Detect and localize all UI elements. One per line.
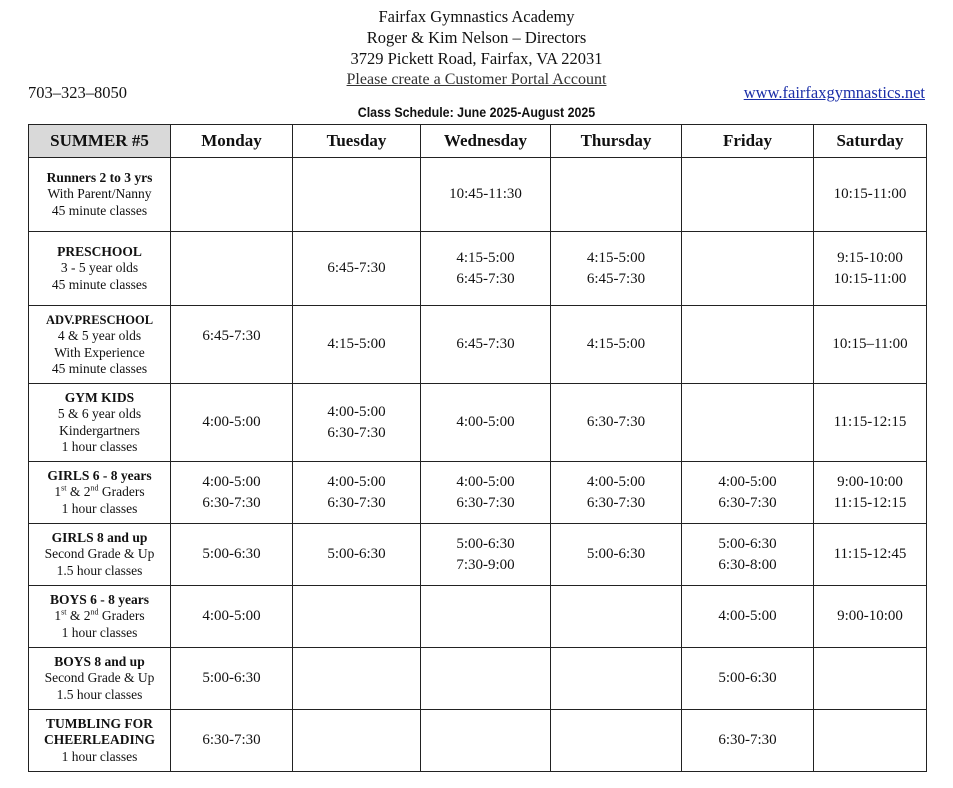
time-slot: 6:30-7:30 <box>456 494 515 511</box>
time-cell <box>171 710 293 772</box>
time-slot: 4:15-5:00 <box>327 336 386 352</box>
class-detail <box>29 484 170 501</box>
time-slot: 5:00-6:30 <box>202 670 261 686</box>
time-cell <box>814 648 927 710</box>
grade-word: Graders <box>98 608 145 624</box>
time-slot: 6:45-7:30 <box>456 270 515 287</box>
time-cell <box>682 384 814 462</box>
class-schedule-table <box>28 124 927 772</box>
time-cell <box>293 462 421 524</box>
time-slot: 6:30-7:30 <box>718 732 777 748</box>
time-slot: 9:00-10:00 <box>837 473 903 490</box>
time-slot: 6:30-7:30 <box>718 494 777 511</box>
class-detail: 1.5 hour classes <box>56 562 143 578</box>
class-label-cell <box>29 524 171 586</box>
time-slot: 6:45-7:30 <box>202 328 261 344</box>
class-detail: 5 & 6 year olds <box>57 406 142 421</box>
time-cell <box>293 524 421 586</box>
address-line: 3729 Pickett Road, Fairfax, VA 22031 <box>350 49 603 68</box>
time-slot: 4:00-5:00 <box>202 608 261 624</box>
time-slot: 6:30-7:30 <box>327 424 386 441</box>
time-cell <box>551 384 682 462</box>
time-cell <box>682 232 814 306</box>
time-cell <box>171 384 293 462</box>
time-cell <box>171 524 293 586</box>
time-slot: 9:15-10:00 <box>837 249 903 266</box>
time-cell <box>293 648 421 710</box>
time-slot: 11:15-12:15 <box>833 494 907 511</box>
time-slot: 10:15-11:00 <box>833 186 907 202</box>
schedule-subtitle: Class Schedule: June 2025-August 2025 <box>357 105 596 120</box>
time-slot: 6:45-7:30 <box>586 270 646 287</box>
table-row <box>29 710 927 772</box>
time-cell <box>682 462 814 524</box>
class-label-cell <box>29 232 171 306</box>
class-title: ADV.PRESCHOOL <box>45 312 154 327</box>
time-slot: 4:15-5:00 <box>586 249 646 266</box>
ordinal-number: & 2 <box>66 608 91 624</box>
time-slot: 9:00-10:00 <box>837 608 903 624</box>
time-cell <box>171 586 293 648</box>
ordinal-suffix: nd <box>90 607 99 617</box>
time-cell <box>293 384 421 462</box>
class-title: BOYS 6 - 8 years <box>50 591 149 607</box>
time-cell <box>551 306 682 384</box>
ordinal-number: & 2 <box>66 484 91 500</box>
class-detail: 45 minute classes <box>51 202 148 218</box>
class-detail: 1 hour classes <box>61 439 138 454</box>
table-row <box>29 384 927 462</box>
time-cell <box>421 524 551 586</box>
class-label-cell <box>29 462 171 524</box>
time-slot: 6:45-7:30 <box>327 260 386 276</box>
time-slot: 7:30-9:00 <box>456 556 515 573</box>
header-row <box>29 125 927 158</box>
time-cell <box>293 232 421 306</box>
time-slot: 6:30-7:30 <box>202 494 261 511</box>
time-cell <box>814 384 927 462</box>
time-slot: 4:00-5:00 <box>718 473 777 490</box>
time-cell <box>421 710 551 772</box>
time-cell <box>814 306 927 384</box>
time-slot: 5:00-6:30 <box>456 535 515 552</box>
class-detail: Second Grade & Up <box>44 546 155 562</box>
time-cell <box>814 462 927 524</box>
day-header-tuesday: Tuesday <box>293 125 421 158</box>
time-slot: 10:45-11:30 <box>449 186 522 202</box>
class-title: Runners 2 to 3 yrs <box>46 169 153 185</box>
class-title: GIRLS 6 - 8 years <box>47 467 152 483</box>
time-cell <box>682 306 814 384</box>
time-cell <box>682 710 814 772</box>
time-cell <box>293 586 421 648</box>
time-cell <box>814 710 927 772</box>
time-slot: 6:30-7:30 <box>586 494 646 511</box>
class-detail: With Parent/Nanny <box>47 186 152 202</box>
grade-word: Graders <box>98 484 145 500</box>
ordinal-number: 1 <box>54 484 62 500</box>
ordinal-suffix: st <box>61 607 67 617</box>
ordinal-suffix: nd <box>90 483 99 493</box>
time-slot: 5:00-6:30 <box>586 546 646 562</box>
time-cell <box>551 710 682 772</box>
time-cell <box>421 306 551 384</box>
website-link[interactable]: www.fairfaxgymnastics.net <box>743 83 925 102</box>
time-cell <box>171 462 293 524</box>
class-title: GIRLS 8 and up <box>51 529 148 545</box>
time-cell <box>171 158 293 232</box>
time-cell <box>551 158 682 232</box>
class-detail: 1 hour classes <box>61 624 138 640</box>
time-slot: 4:00-5:00 <box>456 414 515 430</box>
class-detail: With Experience <box>54 344 145 360</box>
time-slot: 4:00-5:00 <box>456 473 515 490</box>
academy-header <box>0 6 953 90</box>
time-slot: 11:15-12:15 <box>833 414 907 430</box>
ordinal-number: 1 <box>54 608 62 624</box>
class-label-cell <box>29 384 171 462</box>
day-header-monday: Monday <box>171 125 293 158</box>
phone-number: 703–323–8050 <box>28 83 127 102</box>
time-cell <box>551 586 682 648</box>
time-slot: 10:15–11:00 <box>832 336 908 352</box>
time-slot: 4:00-5:00 <box>202 414 261 430</box>
time-cell <box>421 384 551 462</box>
time-slot: 5:00-6:30 <box>718 670 777 686</box>
time-slot: 5:00-6:30 <box>718 535 777 552</box>
time-cell <box>171 648 293 710</box>
class-detail: Second Grade & Up <box>44 670 155 686</box>
day-header-wednesday: Wednesday <box>421 125 551 158</box>
time-cell <box>682 524 814 586</box>
class-title: GYM KIDS <box>64 389 135 405</box>
time-cell <box>421 586 551 648</box>
time-slot: 5:00-6:30 <box>327 546 386 562</box>
academy-name: Fairfax Gymnastics Academy <box>378 7 575 26</box>
time-slot: 6:30-7:30 <box>202 732 261 748</box>
time-slot: 4:15-5:00 <box>586 336 646 352</box>
class-title: TUMBLING FOR <box>46 715 153 731</box>
class-detail: 4 & 5 year olds <box>57 328 142 343</box>
table-row <box>29 462 927 524</box>
table-row <box>29 306 927 384</box>
table-row <box>29 648 927 710</box>
class-detail: Kindergartners <box>59 422 140 438</box>
portal-link[interactable]: Please create a Customer Portal Account <box>346 71 607 88</box>
class-detail: 3 - 5 year olds <box>60 260 139 276</box>
class-detail: 45 minute classes <box>51 361 148 376</box>
class-title: PRESCHOOL <box>57 243 142 259</box>
time-cell <box>551 648 682 710</box>
class-detail: 1 hour classes <box>61 748 138 764</box>
time-slot: 4:00-5:00 <box>718 608 777 624</box>
time-slot: 6:30-7:30 <box>327 494 386 511</box>
time-cell <box>171 232 293 306</box>
time-slot: 4:00-5:00 <box>327 473 386 490</box>
class-label-cell <box>29 306 171 384</box>
time-cell <box>293 158 421 232</box>
time-slot: 6:45-7:30 <box>456 336 515 352</box>
table-row <box>29 158 927 232</box>
time-slot: 4:15-5:00 <box>456 249 515 266</box>
time-slot: 4:00-5:00 <box>586 473 646 490</box>
table-row <box>29 524 927 586</box>
corner-cell: SUMMER #5 <box>29 125 171 158</box>
time-slot: 6:30-8:00 <box>718 556 777 573</box>
time-cell <box>682 158 814 232</box>
time-cell <box>421 462 551 524</box>
time-cell <box>682 648 814 710</box>
time-slot: 4:00-5:00 <box>327 403 386 420</box>
time-cell <box>551 524 682 586</box>
time-cell <box>814 232 927 306</box>
time-slot: 4:00-5:00 <box>202 473 261 490</box>
time-cell <box>551 462 682 524</box>
day-header-saturday: Saturday <box>814 125 927 158</box>
table-row <box>29 232 927 306</box>
time-cell <box>814 158 927 232</box>
time-cell <box>421 158 551 232</box>
class-title: BOYS 8 and up <box>54 653 145 669</box>
ordinal-suffix: st <box>61 483 67 493</box>
class-label-cell <box>29 648 171 710</box>
time-cell <box>293 306 421 384</box>
time-cell <box>814 586 927 648</box>
class-detail: 1.5 hour classes <box>56 686 143 702</box>
time-cell <box>171 306 293 384</box>
time-cell <box>682 586 814 648</box>
class-label-cell <box>29 710 171 772</box>
time-cell <box>293 710 421 772</box>
class-title: CHEERLEADING <box>43 732 156 748</box>
class-label-cell <box>29 586 171 648</box>
time-cell <box>814 524 927 586</box>
time-cell <box>421 232 551 306</box>
time-cell <box>421 648 551 710</box>
table-row <box>29 586 927 648</box>
time-slot: 5:00-6:30 <box>202 546 261 562</box>
class-detail: 1 hour classes <box>61 500 138 516</box>
class-detail: 45 minute classes <box>51 276 148 292</box>
time-cell <box>551 232 682 306</box>
class-label-cell <box>29 158 171 232</box>
time-slot: 11:15-12:45 <box>833 546 907 562</box>
day-header-friday: Friday <box>682 125 814 158</box>
directors-line: Roger & Kim Nelson – Directors <box>366 28 587 47</box>
day-header-thursday: Thursday <box>551 125 682 158</box>
time-slot: 10:15-11:00 <box>833 270 907 287</box>
class-detail <box>29 608 170 625</box>
time-slot: 6:30-7:30 <box>586 414 646 430</box>
